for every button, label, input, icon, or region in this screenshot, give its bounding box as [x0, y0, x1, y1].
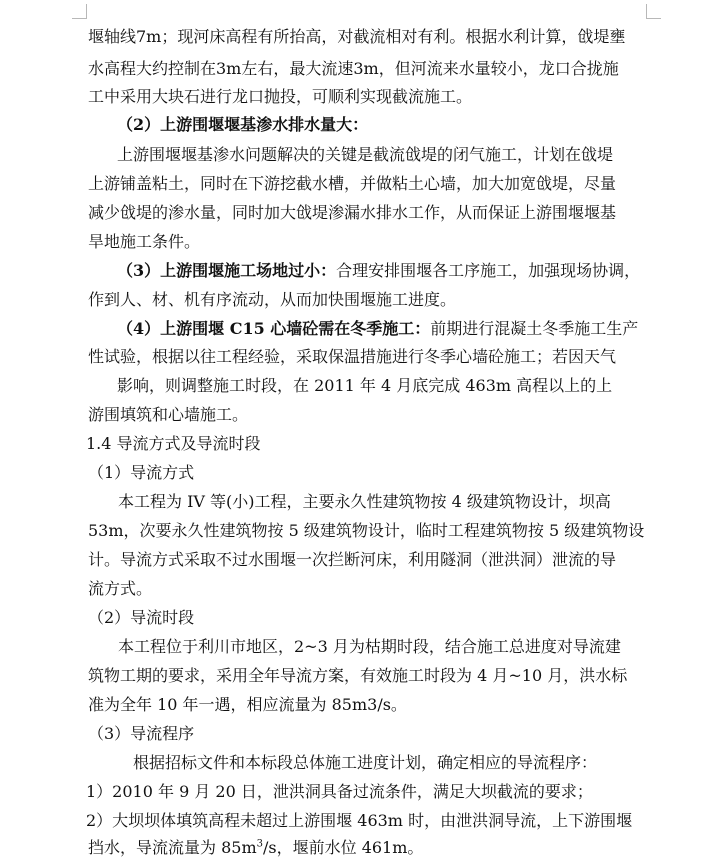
paragraph-line: 减少戗堤的渗水量，同时加大戗堤渗漏水排水工作，从而保证上游围堰堰基: [88, 203, 617, 222]
paragraph-line: 本工程位于利川市地区，2~3 月为枯期时段，结合施工总进度对导流建: [118, 637, 621, 656]
paragraph-line: 性试验，根据以往工程经验，采取保温措施进行冬季心墙砼施工；若因天气: [88, 347, 617, 366]
page-corner-mark-right: [646, 4, 661, 19]
paragraph-line: [117, 318, 638, 340]
section-title: 1.4 导流方式及导流时段: [86, 434, 261, 453]
paragraph-line: 筑物工期的要求，采用全年导流方案，有效施工时段为 4 月~10 月，洪水标: [88, 666, 628, 685]
paragraph-line: 作到人、材、机有序流动，从而加快围堰施工进度。: [88, 290, 457, 309]
paragraph-line: [117, 260, 640, 282]
paragraph-line: 水高程大约控制在3m左右，最大流速3m，但河流来水量较小，龙口合拢施: [88, 59, 619, 78]
paragraph-line: 游围填筑和心墙施工。: [88, 405, 249, 424]
paragraph-line: [88, 837, 423, 859]
subsection-title: （2）导流时段: [88, 608, 195, 627]
superscript: 3: [256, 838, 263, 850]
inline-text: /s，堰前水位 461m。: [263, 838, 424, 857]
paragraph-line: 准为全年 10 年一遇，相应流量为 85m3/s。: [88, 695, 407, 714]
paragraph-line: 上游围堰堰基渗水问题解决的关键是截流戗堤的闭气施工，计划在戗堤: [117, 145, 614, 164]
inline-text: 前期进行混凝土冬季施工生产: [430, 319, 639, 338]
inline-text: 合理安排围堰各工序施工，加强现场协调，: [336, 261, 641, 280]
paragraph-line: 本工程为 IV 等(小)工程，主要永久性建筑物按 4 级建筑物设计，坝高: [118, 492, 611, 511]
paragraph-line: 影响，则调整施工时段，在 2011 年 4 月底完成 463m 高程以上的上: [117, 376, 613, 395]
paragraph-line: 53m，次要永久性建筑物按 5 级建筑物设计，临时工程建筑物按 5 级建筑物设: [88, 521, 645, 540]
paragraph-line: 上游铺盖粘土，同时在下游挖截水槽，并做粘土心墙，加大加宽戗堤，尽量: [88, 174, 617, 193]
subsection-title: （1）导流方式: [88, 463, 195, 482]
paragraph-line: 堰轴线7m；现河床高程有所抬高，对截流相对有利。根据水利计算，戗堤壅: [88, 27, 626, 46]
section-heading: （2）上游围堰堰基渗水排水量大：: [117, 115, 369, 134]
paragraph-line: 旱地施工条件。: [88, 232, 201, 251]
paragraph-line: 流方式。: [88, 579, 153, 598]
inline-text: 挡水，导流流量为 85m: [88, 838, 257, 857]
list-item: 1）2010 年 9 月 20 日，泄洪洞具备过流条件，满足大坝截流的要求；: [86, 782, 593, 801]
paragraph-line: 计。导流方式采取不过水围堰一次拦断河床，利用隧洞（泄洪洞）泄流的导: [88, 550, 617, 569]
inline-heading: （4）上游围堰 C15 心墙砼需在冬季施工：: [117, 319, 431, 338]
subsection-title: （3）导流程序: [88, 724, 195, 743]
paragraph-line: 工中采用大块石进行龙口抛投，可顺利实现截流施工。: [88, 87, 473, 106]
paragraph-line: 根据招标文件和本标段总体施工进度计划，确定相应的导流程序：: [133, 753, 598, 772]
inline-heading: （3）上游围堰施工场地过小：: [117, 261, 337, 280]
page-corner-mark-left: [72, 4, 87, 19]
list-item: 2）大坝坝体填筑高程未超过上游围堰 463m 时，由泄洪洞导流，上下游围堰: [86, 811, 633, 830]
